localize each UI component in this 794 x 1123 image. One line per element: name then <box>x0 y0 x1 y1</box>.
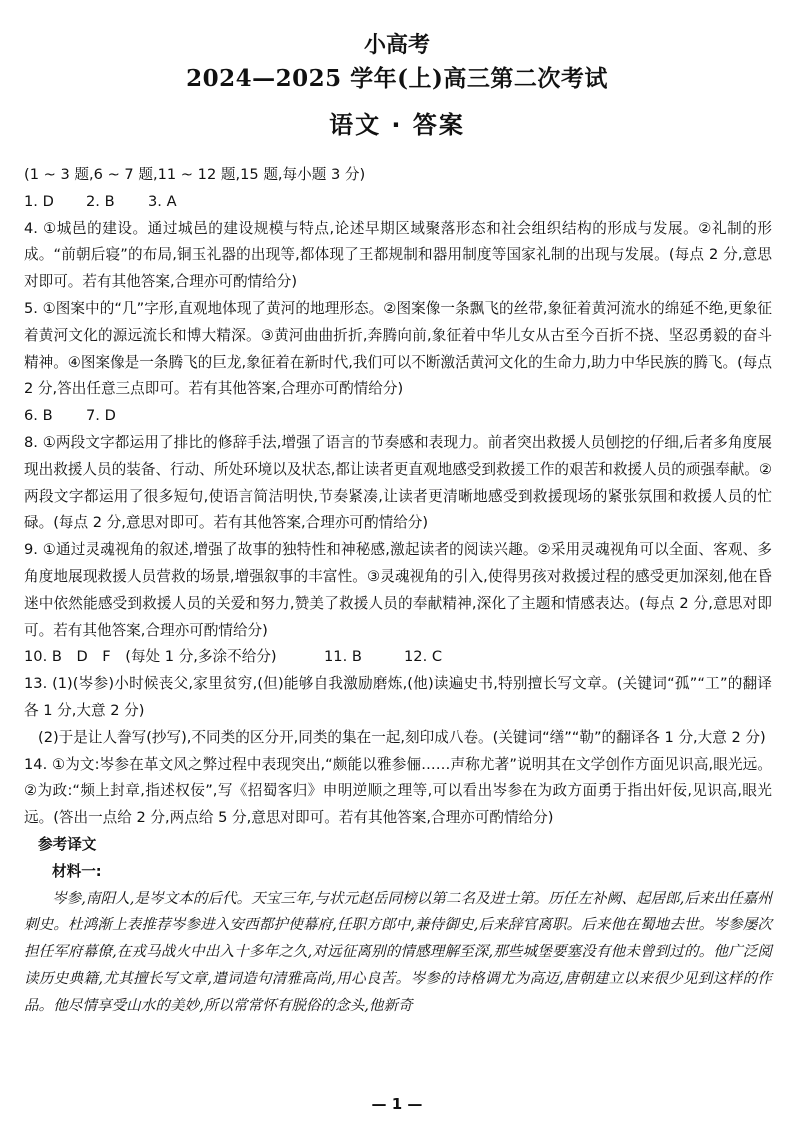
exam-title: 2024—2025 学年(上)高三第二次考试 <box>186 65 608 92</box>
answer-content <box>24 162 772 1020</box>
reference-translation-heading: 参考译文 <box>38 835 97 853</box>
answer-13-1: 13. (1)(岑参)小时候丧父,家里贫穷,(但)能够自我激励磨炼,(他)读遍史书,特别擅长写文章。(关键词“孤”“工”的翻译各 1 分,大意 2 分) <box>24 675 772 719</box>
page-number: — 1 — <box>371 1095 423 1113</box>
mcq-answers-10-12 <box>24 644 772 671</box>
answer-4: 4. ①城邑的建设。通过城邑的建设规模与特点,论述早期区域聚落形态和社会组织结构的形成与发展。②礼制的形成。“前朝后寝”的布局,铜玉礼器的出现等,都体现了王都规制和器用制度等国家礼制的出现与发展。(每点 2 分,意思对即可。若有其他答案,合理亦可酌情给分) <box>24 219 772 291</box>
material-one-heading: 材料一: <box>52 862 102 880</box>
answer-1: 1. D <box>24 192 54 210</box>
answer-8: 8. ①两段文字都运用了排比的修辞手法,增强了语言的节奏感和表现力。前者突出救援人员刨挖的仔细,后者多角度展现出救援人员的装备、行动、所处环境以及状态,都让读者更直观地感受到救援工作的艰苦和救援人员的顽强奉献。②两段文字都运用了很多短句,使语言简洁明快,节奏紧凑,让读者更清晰地感受到救援现场的紧张氛围和救援人员的忙碌。(每点 2 分,意思对即可。若有其他答案,合理亦可酌情给分) <box>24 433 772 532</box>
answer-2: 2. B <box>86 192 115 210</box>
answer-11: 11. B <box>324 648 362 666</box>
subject-title: 语文 · 答案 <box>329 111 465 139</box>
answer-7: 7. D <box>86 407 116 425</box>
translation-text: 岑参,南阳人,是岑文本的后代。天宝三年,与状元赵岳同榜以第二名及进士第。历任左补阙、起居郎,后来出任嘉州刺史。杜鸿渐上表推荐岑参进入安西都护使幕府,任职方郎中,兼侍御史,后来辞官离职。后来他在蜀地去世。岑参屡次担任军府幕僚,在戎马战火中出入十多年之久,对远征离别的情感理解至深,那些城堡要塞没有他未曾到过的。他广泛阅读历史典籍,尤其擅长写文章,遣词造句清雅高尚,用心良苦。岑参的诗格调尤为高迈,唐朝建立以来很少见到这样的作品。他尽情享受山水的美妙,所以常常怀有脱俗的念头,他新奇 <box>24 889 772 1014</box>
answer-10: 10. B D F (每处 1 分,多涂不给分) <box>24 648 277 666</box>
scoring-note: (1 ~ 3 题,6 ~ 7 题,11 ~ 12 题,15 题,每小题 3 分) <box>24 166 366 183</box>
answer-13-2: (2)于是让人誊写(抄写),不同类的区分开,同类的集在一起,刻印成八卷。(关键词“缮”“勒”的翻译各 1 分,大意 2 分) <box>38 728 766 746</box>
mcq-answers-1-3 <box>24 189 772 216</box>
answer-3: 3. A <box>148 192 177 210</box>
brand-title: 小高考 <box>363 33 430 58</box>
answer-9: 9. ①通过灵魂视角的叙述,增强了故事的独特性和神秘感,激起读者的阅读兴趣。②采用灵魂视角可以全面、客观、多角度地展现救援人员营救的场景,增强叙事的丰富性。③灵魂视角的引入,使得男孩对救援过程的感受更加深刻,他在昏迷中依然能感受到救援人员的关爱和努力,赞美了救援人员的奉献精神,深化了主题和情感表达。(每点 2 分,意思对即可。若有其他答案,合理亦可酌情给分) <box>24 541 772 639</box>
mcq-answers-6-7 <box>24 403 772 430</box>
answer-12: 12. C <box>404 648 443 666</box>
answer-5: 5. ①图案中的“几”字形,直观地体现了黄河的地理形态。②图案像一条飘飞的丝带,象征着黄河流水的绵延不绝,更象征着黄河文化的源远流长和博大精深。③黄河曲曲折折,奔腾向前,象征着中华儿女从古至今百折不挠、坚忍勇毅的奋斗精神。④图案像是一条腾飞的巨龙,象征着在新时代,我们可以不断激活黄河文化的生命力,助力中华民族的腾飞。(每点 2 分,答出任意三点即可。若有其他答案,合理亦可酌情给分) <box>24 299 772 398</box>
answer-14: 14. ①为文:岑参在革文风之弊过程中表现突出,“颇能以雅参俪……声称尤著”说明其在文学创作方面见识高,眼光远。②为政:“频上封章,指述权佞”,写《招蜀客归》申明逆顺之理等,可以看出岑参在为政方面勇于指出奸佞,见识高,眼光远。(答出一点给 2 分,两点给 5 分,意思对即可。若有其他答案,合理亦可酌情给分) <box>24 755 772 827</box>
answer-6: 6. B <box>24 407 53 425</box>
